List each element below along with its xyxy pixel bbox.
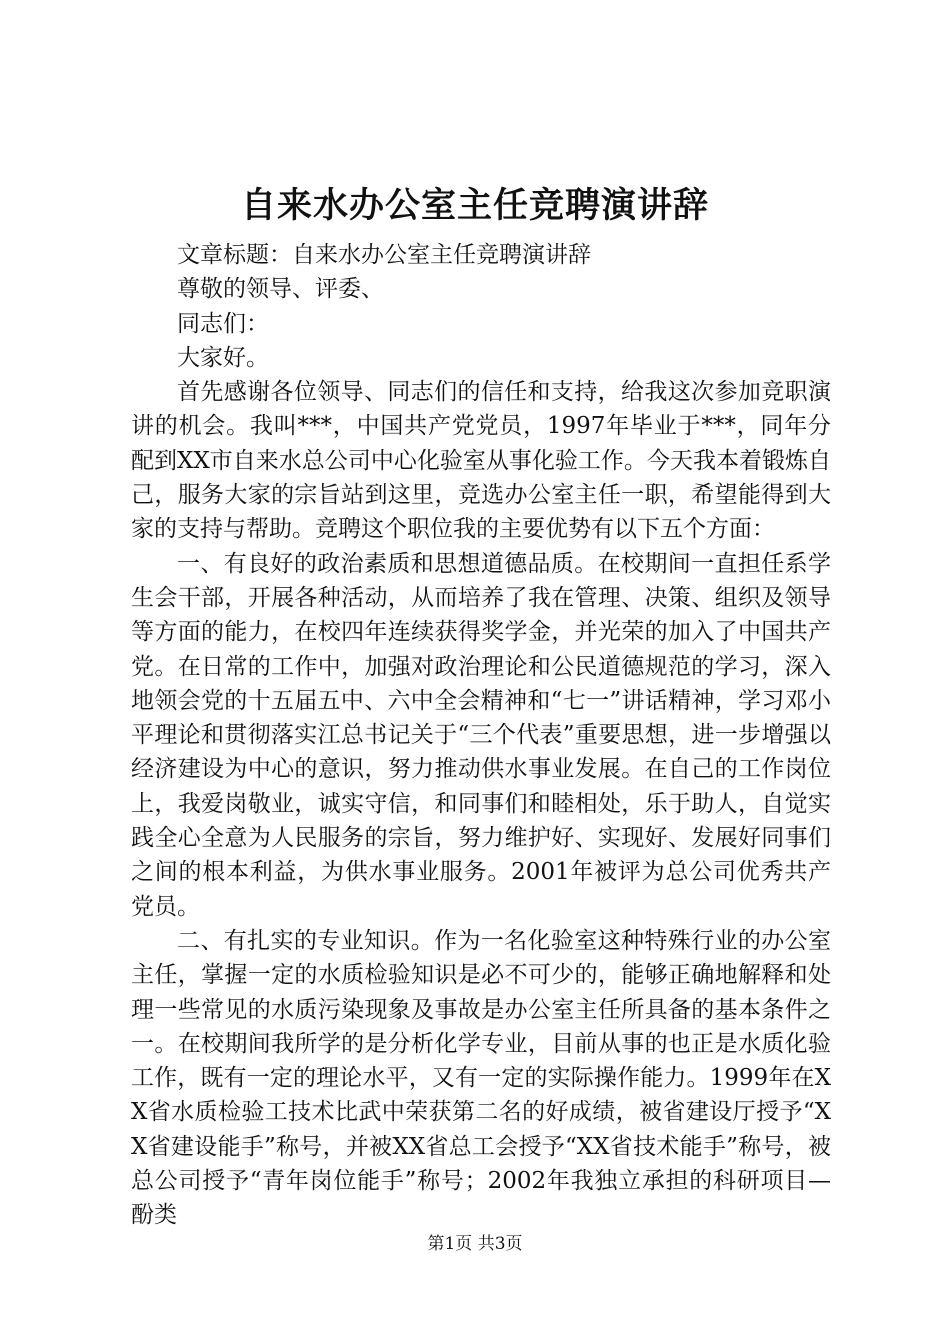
paragraph-introduction: 首先感谢各位领导、同志们的信任和支持，给我这次参加竞职演讲的机会。我叫***，中国共产党党员，1997年毕业于***，同年分配到XX市自来水总公司中心化验室从事化验工作。今天我本着锻炼自己，服务大家的宗旨站到这里，竞选办公室主任一职，希望能得到大家的支持与帮助。竞聘这个职位我的主要优势有以下五个方面： — [131, 379, 831, 543]
paragraph-point-one: 一、有良好的政治素质和思想道德品质。在校期间一直担任系学生会干部，开展各种活动，从而培养了我在管理、决策、组织及领导等方面的能力，在校四年连续获得奖学金，并光荣的加入了中国共产党。在日常的工作中，加强对政治理论和公民道德规范的学习，深入地领会党的十五届五中、六中全会精神和“七一”讲话精神，学习邓小平理论和贯彻落实江总书记关于“三个代表”重要思想，进一步增强以经济建设为中心的意识，努力推动供水事业发展。在自己的工作岗位上，我爱岗敬业，诚实守信，和同事们和睦相处，乐于助人，自觉实践全心全意为人民服务的宗旨，努力维护好、实现好、发展好同事们之间的根本利益，为供水事业服务。2001年被评为总公司优秀共产党员。 — [131, 550, 831, 920]
paragraph-salutation-comrades: 同志们： — [177, 310, 269, 337]
paragraph-point-two: 二、有扎实的专业知识。作为一名化验室这种特殊行业的办公室主任，掌握一定的水质检验知识是必不可少的，能够正确地解释和处理一些常见的水质污染现象及事故是办公室主任所具备的基本条件之一。在校期间我所学的是分析化学专业，目前从事的也正是水质化验工作，既有一定的理论水平，又有一定的实际操作能力。1999年在XX省水质检验工技术比武中荣获第二名的好成绩，被省建设厅授予“XX省建设能手”称号，并被XX省总工会授予“XX省技术能手”称号，被总公司授予“青年岗位能手”称号；2002年我独立承担的科研项目—酚类 — [131, 927, 831, 1229]
document-title: 自来水办公室主任竞聘演讲辞 — [240, 185, 709, 226]
document-body — [131, 238, 831, 1233]
paragraph-greeting: 大家好。 — [177, 344, 269, 371]
paragraph-article-title: 文章标题：自来水办公室主任竞聘演讲辞 — [177, 242, 591, 268]
page-number-footer: 第1页 共3页 — [427, 1234, 523, 1254]
paragraph-salutation: 尊敬的领导、评委、 — [177, 276, 384, 303]
